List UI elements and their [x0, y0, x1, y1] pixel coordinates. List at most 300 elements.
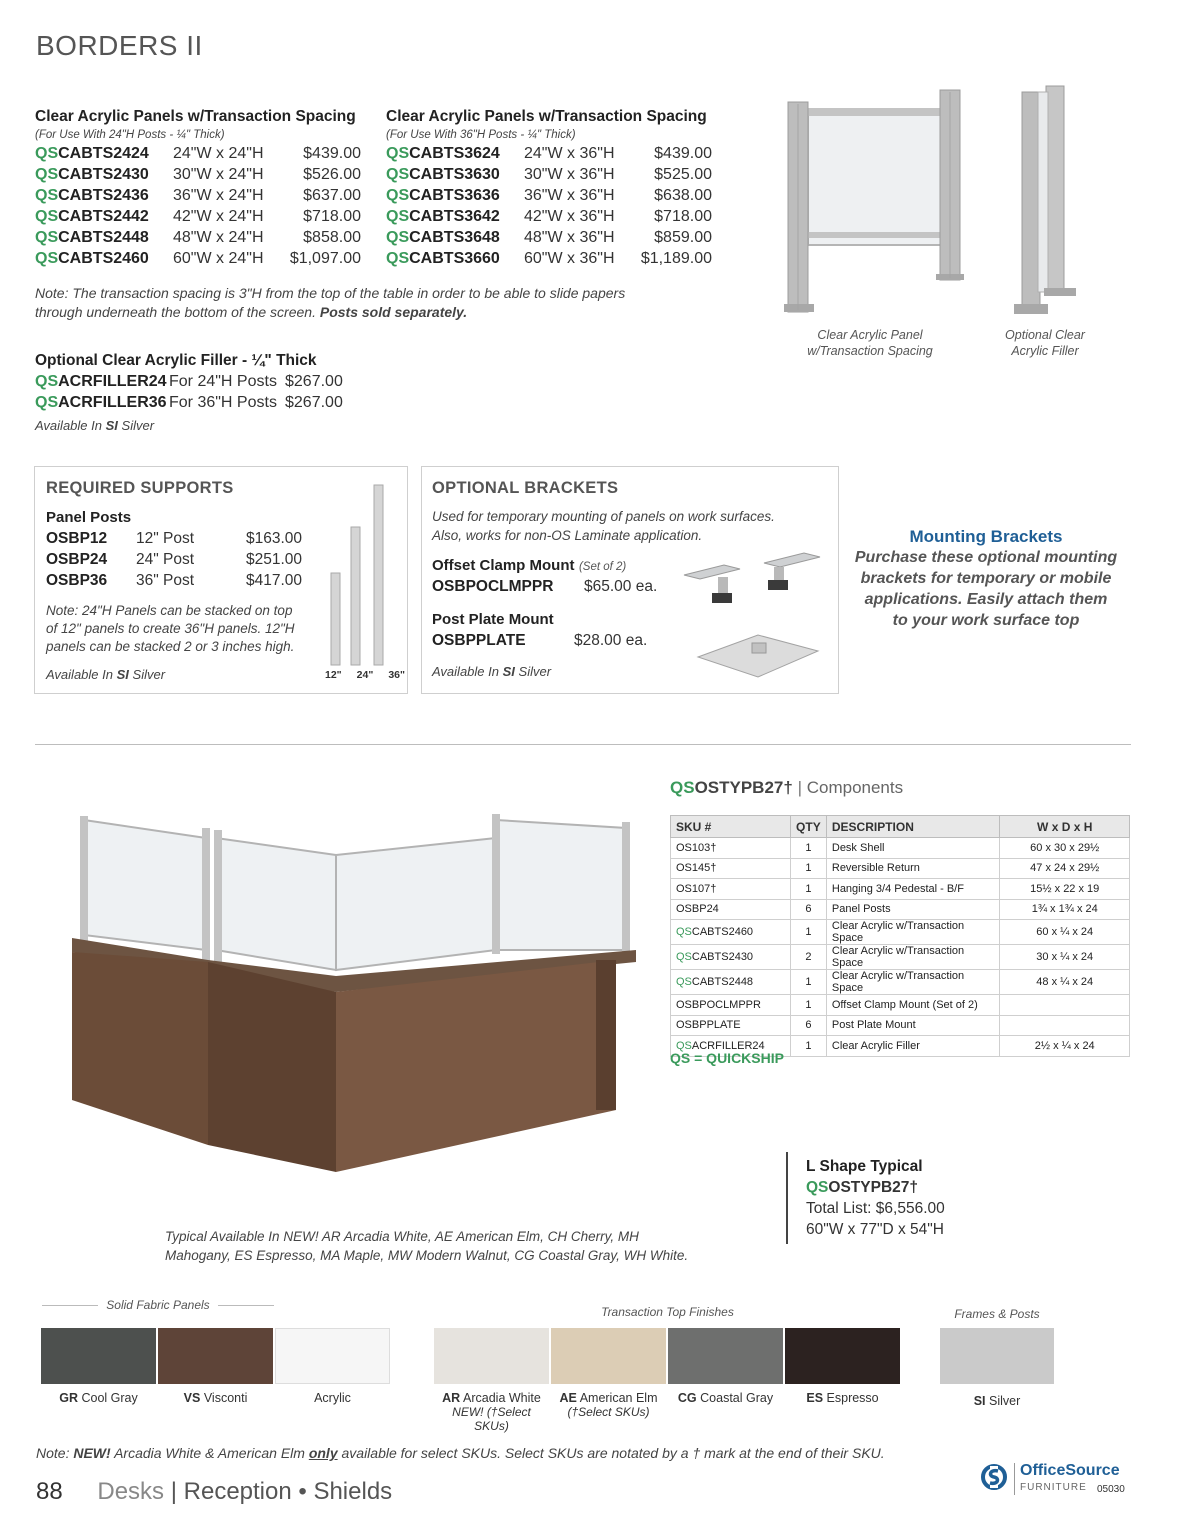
clamp-mount: [432, 557, 626, 575]
cell-qty: 1: [790, 970, 826, 995]
dimension: 48"W x 36"H: [524, 229, 615, 246]
dimension: For 24"H Posts: [169, 373, 277, 390]
price-row: [386, 227, 726, 248]
supports-title: REQUIRED SUPPORTS: [46, 479, 234, 497]
cell-description: Reversible Return: [826, 858, 1000, 879]
panel-caption: [790, 327, 950, 359]
swatch-code: AE: [559, 1391, 577, 1405]
price: $525.00: [654, 166, 712, 183]
bottom-note-text2: available for select SKUs. Select SKUs are notated by a † mark at the end of their SKU.: [341, 1445, 885, 1461]
dimension: 36"W x 36"H: [524, 187, 615, 204]
cell-dims: 48 x ¼ x 24: [1000, 970, 1130, 995]
swatch-sub: NEW! (†Select SKUs): [452, 1405, 531, 1433]
brackets-avail-pre: Available In: [432, 664, 499, 679]
price: $859.00: [654, 229, 712, 246]
sku-code: CABTS2436: [58, 187, 149, 204]
cell-description: Offset Clamp Mount (Set of 2): [826, 995, 1000, 1016]
swatch-code: SI: [973, 1394, 986, 1408]
table-row: [671, 920, 1130, 945]
qs-prefix: QS: [386, 229, 410, 246]
sku-code: CABTS2448: [691, 976, 754, 988]
price-row: [386, 185, 726, 206]
sku: [386, 185, 524, 206]
plate-row: [432, 632, 647, 650]
footer-left: [36, 1478, 392, 1506]
typical-title: L Shape Typical: [806, 1158, 923, 1175]
panels-24-group: [35, 108, 375, 269]
sku: [386, 248, 524, 269]
sku-code: CABTS2442: [58, 208, 149, 225]
table-row: [671, 970, 1130, 995]
post-price: $251.00: [246, 551, 303, 568]
sku-code: CABTS2430: [691, 951, 754, 963]
swatch-label: [275, 1391, 390, 1405]
dimension: 24"W x 24"H: [173, 145, 264, 162]
sku: [35, 371, 169, 392]
sku-code: CABTS3648: [409, 229, 500, 246]
price-row: [386, 143, 726, 164]
price-row: [35, 371, 435, 392]
sku: [386, 206, 524, 227]
qs-prefix: QS: [386, 187, 410, 204]
swatch-chip: [551, 1328, 666, 1384]
cell-dims: 15½ x 22 x 19: [1000, 879, 1130, 900]
post-sku: OSBP12: [46, 530, 108, 547]
cell-dims: 47 x 24 x 29½: [1000, 858, 1130, 879]
price: $638.00: [654, 187, 712, 204]
table-row: [671, 945, 1130, 970]
bottom-note: [36, 1444, 885, 1463]
typical-total: Total List: $6,556.00: [806, 1200, 945, 1217]
posts-illustration: [325, 481, 405, 671]
post-label: 36" Post: [136, 572, 195, 589]
sku-code: CABTS2430: [58, 166, 149, 183]
price-row: [386, 206, 726, 227]
sku-code: CABTS3660: [409, 250, 500, 267]
post-row: [46, 570, 302, 591]
swatch-label: [785, 1391, 900, 1405]
swatch-name: Coastal Gray: [700, 1391, 774, 1405]
qs-prefix: QS: [35, 394, 59, 411]
sku-code: CABTS3624: [409, 145, 500, 162]
cell-description: Hanging 3/4 Pedestal - B/F: [826, 879, 1000, 900]
swatch-tops: [551, 1328, 666, 1433]
dimension: 36"W x 24"H: [173, 187, 264, 204]
sku-code: ACRFILLER24: [58, 373, 167, 390]
brand-sub: FURNITURE: [1020, 1482, 1087, 1493]
bottom-note-only: only: [308, 1445, 338, 1461]
finish-note: [165, 1227, 765, 1265]
price: $858.00: [303, 229, 361, 246]
brackets-title: OPTIONAL BRACKETS: [432, 479, 619, 497]
table-header-row: [671, 816, 1130, 838]
sku: [386, 164, 524, 185]
col-description: DESCRIPTION: [826, 816, 1000, 838]
clamp-title: Offset Clamp Mount: [432, 557, 575, 574]
price: $1,097.00: [289, 250, 361, 267]
post-sku: OSBP24: [46, 551, 108, 568]
mounting-brackets: [848, 527, 1124, 631]
swatch-tops: [434, 1328, 549, 1433]
cell-qty: 2: [790, 945, 826, 970]
sku: [35, 392, 169, 413]
mounting-title: Mounting Brackets: [909, 527, 1063, 546]
dimension: 42"W x 36"H: [524, 208, 615, 225]
cell-qty: 1: [790, 995, 826, 1016]
panel-caption-line2: w/Transaction Spacing: [807, 344, 933, 358]
swatch-tops: [668, 1328, 783, 1433]
supports-note-line1: Note: 24"H Panels can be stacked on top: [46, 603, 293, 618]
swatch-label: [41, 1391, 156, 1405]
post-label: 12" Post: [136, 530, 195, 547]
price-row: [35, 392, 435, 413]
swatch-code: VS: [183, 1391, 201, 1405]
components-label: Components: [806, 778, 904, 797]
required-supports-box: [34, 466, 408, 694]
price: $267.00: [285, 394, 343, 411]
dimension: 60"W x 24"H: [173, 250, 264, 267]
clamp-row: [432, 578, 657, 596]
price-row: [35, 164, 375, 185]
officesource-logo: [980, 1460, 1130, 1500]
components-heading: [670, 778, 903, 798]
section-divider: [35, 744, 1131, 745]
cell-qty: 1: [790, 1036, 826, 1057]
dimension: 30"W x 24"H: [173, 166, 264, 183]
swatch-chip: [785, 1328, 900, 1384]
clamp-set: (Set of 2): [578, 561, 627, 573]
post-row: [46, 528, 302, 549]
qs-prefix: QS: [676, 1039, 692, 1052]
supports-note-line3: panels can be stacked 2 or 3 inches high.: [46, 639, 295, 654]
transaction-note-bold: Posts sold separately.: [319, 304, 468, 320]
l-shape-desk-illustration: [36, 800, 656, 1180]
qs-prefix: QS: [386, 145, 410, 162]
brackets-avail-code: SI: [502, 664, 515, 679]
table-row: [671, 838, 1130, 859]
swatch-label: [940, 1394, 1054, 1408]
cell-sku: [671, 838, 791, 859]
price: $439.00: [654, 145, 712, 162]
price: $718.00: [654, 208, 712, 225]
sku-code: CABTS2448: [58, 229, 149, 246]
cell-sku: [671, 970, 791, 995]
supports-avail-pre: Available In: [46, 667, 113, 682]
sku-code: OS145†: [676, 862, 717, 875]
post-price: $163.00: [246, 530, 303, 547]
price-row: [35, 143, 375, 164]
finish-note-line1: NEW! AR Arcadia White, AE American Elm, CH Cherry, MH: [283, 1229, 639, 1244]
swatch-chip: [434, 1328, 549, 1384]
mounting-line2: brackets for temporary or mobile: [860, 570, 1112, 587]
tops-section-label: Transaction Top Finishes: [601, 1305, 734, 1319]
page-title: BORDERS II: [36, 30, 203, 61]
swatch-code: ES: [806, 1391, 824, 1405]
brackets-description: [432, 508, 775, 545]
cell-dims: 60 x ¼ x 24: [1000, 920, 1130, 945]
post-label-12: 12": [325, 669, 342, 681]
table-row: [671, 899, 1130, 920]
post-label: 24" Post: [136, 551, 195, 568]
brackets-desc-line1: Used for temporary mounting of panels on work surfaces.: [432, 509, 775, 524]
price-row: [386, 164, 726, 185]
logo-divider: [1014, 1463, 1015, 1495]
typical-sku: OSTYPB27†: [828, 1179, 919, 1196]
filler-avail-code: SI: [105, 418, 118, 433]
qs-prefix: QS: [386, 250, 410, 267]
table-row: [671, 995, 1130, 1016]
post-price: $417.00: [246, 572, 303, 589]
cell-sku: [671, 879, 791, 900]
plate-sku: OSBPPLATE: [432, 632, 526, 649]
frames-section-label: Frames & Posts: [954, 1307, 1040, 1321]
swatch-fabric: [275, 1328, 390, 1405]
supports-avail-code: SI: [116, 667, 129, 682]
swatch-code: CG: [677, 1391, 697, 1405]
transaction-note-line2: through underneath the bottom of the screen.: [35, 304, 316, 320]
cell-dims: [1000, 995, 1130, 1016]
post-label-24: 24": [356, 669, 374, 681]
cell-sku: [671, 920, 791, 945]
footer-subsection: Reception • Shields: [183, 1478, 393, 1505]
finish-note-pre: Typical Available In: [165, 1229, 280, 1244]
swatch-name: Espresso: [826, 1391, 879, 1405]
sku-code: OSBPPLATE: [676, 1019, 741, 1032]
cell-sku: [671, 899, 791, 920]
clamp-sku: OSBPOCLMPPR: [432, 578, 554, 595]
sku: [35, 185, 173, 206]
sku-code: OS103†: [676, 841, 717, 854]
swatch-label: [551, 1391, 666, 1405]
sku: [35, 143, 173, 164]
catalog-code: 05030: [1097, 1484, 1125, 1495]
supports-note: [46, 602, 316, 656]
price: $439.00: [303, 145, 361, 162]
dimension: 42"W x 24"H: [173, 208, 264, 225]
dimension: 24"W x 36"H: [524, 145, 615, 162]
dimension: 60"W x 36"H: [524, 250, 615, 267]
price-row: [35, 206, 375, 227]
sku-code: OSBPOCLMPPR: [676, 998, 761, 1011]
bottom-note-pre: Note:: [36, 1445, 70, 1461]
post-size-labels: [325, 669, 405, 681]
qs-prefix: QS: [676, 926, 692, 938]
finish-note-line2: Mahogany, ES Espresso, MA Maple, MW Modern Walnut, CG Coastal Gray, WH White.: [165, 1248, 689, 1263]
brackets-desc-line2: Also, works for non-OS Laminate application.: [432, 527, 703, 543]
filler-group: [35, 352, 435, 435]
cell-description: Panel Posts: [826, 899, 1000, 920]
swatch-chip: [275, 1328, 390, 1384]
supports-note-line2: of 12" panels to create 36"H panels. 12"H: [46, 621, 295, 636]
swatch-name: Arcadia White: [463, 1391, 541, 1405]
swatch-chip: [41, 1328, 156, 1384]
price-row: [386, 248, 726, 269]
typical-block: [806, 1156, 945, 1240]
qs-prefix: QS: [35, 145, 59, 162]
sku: [35, 248, 173, 269]
sku-code: ACRFILLER36: [58, 394, 167, 411]
swatch-name: American Elm: [579, 1391, 658, 1405]
dimension: 48"W x 24"H: [173, 229, 264, 246]
sku-code: ACRFILLER24: [691, 1039, 765, 1052]
table-row: [671, 879, 1130, 900]
panels-36-title: Clear Acrylic Panels w/Transaction Spacing: [386, 108, 707, 125]
sku-code: CABTS3636: [409, 187, 500, 204]
brackets-availability: [432, 662, 551, 681]
qs-prefix: QS: [35, 373, 59, 390]
swatch-name: Silver: [989, 1394, 1021, 1408]
swatch-code: GR: [59, 1391, 78, 1405]
components-sku: OSTYPB27†: [694, 778, 793, 797]
components-table-wrap: [670, 815, 1130, 1057]
swatch-chip: [668, 1328, 783, 1384]
sku-code: CABTS2424: [58, 145, 149, 162]
qs-prefix: QS: [676, 951, 692, 963]
qs-prefix: QS: [35, 187, 59, 204]
panels-24-title: Clear Acrylic Panels w/Transaction Spacing: [35, 108, 356, 125]
bottom-note-text1: Arcadia White & American Elm: [114, 1445, 305, 1461]
typical-qs: QS: [806, 1179, 829, 1196]
cell-description: Post Plate Mount: [826, 1015, 1000, 1036]
swatch-name: Visconti: [203, 1391, 248, 1405]
sku-code: CABTS3630: [409, 166, 500, 183]
price-row: [35, 248, 375, 269]
sku: [35, 206, 173, 227]
supports-subtitle: Panel Posts: [46, 509, 132, 526]
brackets-avail-name: Silver: [518, 664, 552, 679]
filler-caption: [985, 327, 1105, 359]
post-sku: OSBP36: [46, 572, 108, 589]
dimension: For 36"H Posts: [169, 394, 277, 411]
qs-prefix: QS: [35, 166, 59, 183]
col-dims: W x D x H: [1000, 816, 1130, 838]
cell-sku: [671, 945, 791, 970]
swatch-label: [668, 1391, 783, 1405]
cell-sku: [671, 858, 791, 879]
cell-sku: [671, 1015, 791, 1036]
cell-qty: 6: [790, 899, 826, 920]
price: $1,189.00: [640, 250, 712, 267]
cell-qty: 6: [790, 1015, 826, 1036]
panel-illustration: [778, 82, 970, 322]
sku-code: CABTS2460: [58, 250, 149, 267]
swatch-fabric: [41, 1328, 156, 1405]
swatch-tops: [785, 1328, 900, 1433]
price: $526.00: [303, 166, 361, 183]
cell-qty: 1: [790, 838, 826, 859]
swatch-frames: [940, 1328, 1054, 1408]
sku-code: CABTS3642: [409, 208, 500, 225]
quickship-legend: QS = QUICKSHIP: [670, 1050, 784, 1066]
cell-dims: 1¾ x 1¾ x 24: [1000, 899, 1130, 920]
cell-dims: 2½ x ¼ x 24: [1000, 1036, 1130, 1057]
footer-section: Desks: [97, 1478, 165, 1505]
mounting-line1: Purchase these optional mounting: [854, 549, 1118, 566]
qs-prefix: QS: [386, 166, 410, 183]
cell-qty: 1: [790, 879, 826, 900]
qs-prefix: QS: [676, 976, 692, 988]
cell-description: Clear Acrylic w/Transaction Space: [826, 945, 1000, 970]
sku: [35, 164, 173, 185]
qs-prefix: QS: [35, 208, 59, 225]
filler-availability: [35, 416, 435, 435]
mounting-line4: to your work surface top: [892, 612, 1080, 629]
clamp-price: $65.00 ea.: [584, 578, 658, 595]
filler-caption-line1: Optional Clear: [1005, 328, 1085, 342]
panels-36-group: [386, 108, 726, 269]
panel-caption-line1: Clear Acrylic Panel: [817, 328, 923, 342]
col-sku: SKU #: [671, 816, 791, 838]
price: $267.00: [285, 373, 343, 390]
qs-prefix: QS: [386, 208, 410, 225]
cell-description: Clear Acrylic Filler: [826, 1036, 1000, 1057]
swatch-name: Acrylic: [314, 1391, 351, 1405]
cell-description: Desk Shell: [826, 838, 1000, 859]
brackets-illustration: [678, 547, 828, 687]
dimension: 30"W x 36"H: [524, 166, 615, 183]
col-qty: QTY: [790, 816, 826, 838]
price-row: [35, 227, 375, 248]
cell-dims: [1000, 1015, 1130, 1036]
transaction-note: [35, 284, 735, 322]
transaction-note-line1: Note: The transaction spacing is 3"H from the top of the table in order to be able to slide papers: [35, 285, 626, 301]
footer-sep: |: [170, 1478, 177, 1505]
mounting-line3: applications. Easily attach them: [864, 591, 1108, 608]
sku: [35, 227, 173, 248]
cell-dims: 60 x 30 x 29½: [1000, 838, 1130, 859]
page-number: 88: [36, 1478, 63, 1505]
typical-divider: [786, 1152, 788, 1244]
components-table: [670, 815, 1130, 1057]
swatch-name: Cool Gray: [81, 1391, 138, 1405]
plate-price: $28.00 ea.: [574, 632, 648, 649]
cell-description: Clear Acrylic w/Transaction Space: [826, 920, 1000, 945]
post-label-36: 36": [388, 669, 405, 681]
components-sep: |: [797, 778, 802, 797]
sku: [386, 227, 524, 248]
filler-illustration: [1000, 82, 1090, 322]
sku-code: OS107†: [676, 882, 717, 895]
panels-24-subtitle: (For Use With 24"H Posts - ¼" Thick): [35, 129, 225, 141]
sku-code: CABTS2460: [691, 926, 754, 938]
cell-description: Clear Acrylic w/Transaction Space: [826, 970, 1000, 995]
officesource-logo-icon: [980, 1462, 1008, 1492]
post-row: [46, 549, 302, 570]
plate-title: Post Plate Mount: [432, 611, 554, 628]
filler-caption-line2: Acrylic Filler: [1011, 344, 1079, 358]
brand-name: OfficeSource: [1020, 1462, 1120, 1479]
swatch-label: [434, 1391, 549, 1405]
swatch-fabric: [158, 1328, 273, 1405]
table-row: [671, 1015, 1130, 1036]
panels-36-subtitle: (For Use With 36"H Posts - ¼" Thick): [386, 129, 576, 141]
cell-qty: 1: [790, 920, 826, 945]
filler-avail-name: Silver: [121, 418, 155, 433]
table-row: [671, 858, 1130, 879]
bottom-note-new: NEW!: [73, 1445, 111, 1461]
qs-prefix: QS: [35, 250, 59, 267]
filler-avail-pre: Available In: [35, 418, 102, 433]
filler-title: Optional Clear Acrylic Filler - ¼" Thick: [35, 352, 317, 369]
fabric-section-label: [42, 1298, 274, 1312]
price: $718.00: [303, 208, 361, 225]
swatch-code: AR: [442, 1391, 461, 1405]
cell-sku: [671, 995, 791, 1016]
supports-avail-name: Silver: [132, 667, 166, 682]
qs-prefix: QS: [35, 229, 59, 246]
price: $637.00: [303, 187, 361, 204]
sku-code: OSBP24: [676, 903, 719, 916]
